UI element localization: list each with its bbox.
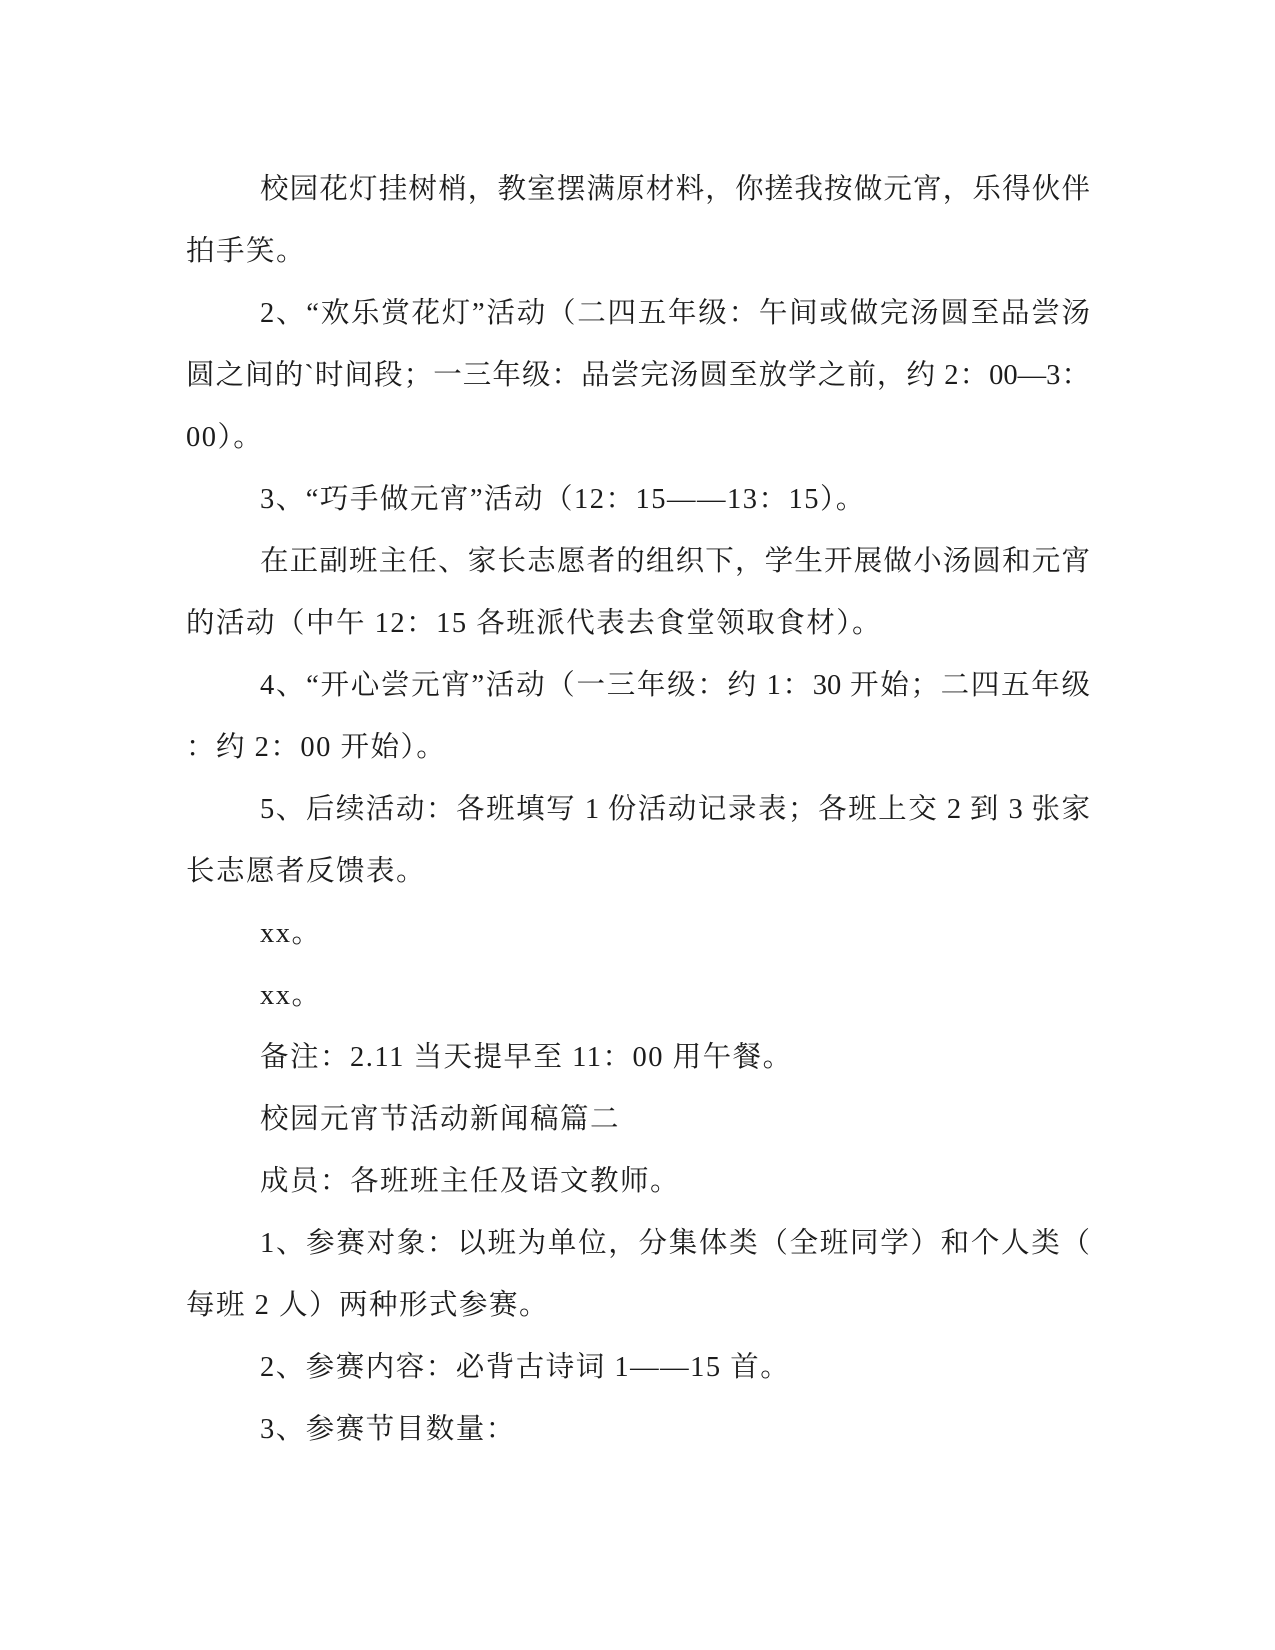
text-line: 校园元宵节活动新闻稿篇二 bbox=[260, 1104, 621, 1135]
paragraph bbox=[186, 1337, 1090, 1399]
paragraph bbox=[186, 1399, 1090, 1461]
paragraph bbox=[186, 903, 1090, 965]
paragraph bbox=[186, 1027, 1090, 1089]
text-line: ：约 2：00 开始）。 bbox=[186, 732, 447, 763]
text-line: 00）。 bbox=[186, 422, 264, 453]
text-line: 3、参赛节目数量： bbox=[260, 1414, 516, 1445]
text-line: xx。 bbox=[260, 980, 322, 1011]
text-line: 4、“开心尝元宵”活动（一三年级：约 1：30 开始；二四五年级 bbox=[260, 670, 1090, 701]
text-line: 每班 2 人）两种形式参赛。 bbox=[186, 1290, 550, 1321]
text-line: 2、“欢乐赏花灯”活动（二四五年级：午间或做完汤圆至品尝汤 bbox=[260, 298, 1090, 329]
paragraph bbox=[186, 469, 1090, 531]
text-line: 1、参赛对象：以班为单位，分集体类（全班同学）和个人类（ bbox=[260, 1228, 1090, 1259]
paragraph bbox=[186, 655, 1090, 779]
text-line: 5、后续活动：各班填写 1 份活动记录表；各班上交 2 到 3 张家 bbox=[260, 794, 1090, 825]
text-line: 的活动（中午 12：15 各班派代表去食堂领取食材）。 bbox=[186, 608, 883, 639]
text-line: 拍手笑。 bbox=[186, 236, 307, 267]
document-body bbox=[186, 159, 1090, 1461]
text-line: 3、“巧手做元宵”活动（12：15——13：15）。 bbox=[260, 484, 866, 515]
text-line: 长志愿者反馈表。 bbox=[186, 856, 427, 887]
paragraph bbox=[186, 965, 1090, 1027]
text-line: 校园花灯挂树梢，教室摆满原材料，你搓我按做元宵，乐得伙伴 bbox=[260, 174, 1090, 205]
paragraph bbox=[186, 1151, 1090, 1213]
paragraph bbox=[186, 283, 1090, 469]
paragraph bbox=[186, 1089, 1090, 1151]
paragraph bbox=[186, 159, 1090, 283]
text-line: 2、参赛内容：必背古诗词 1——15 首。 bbox=[260, 1352, 791, 1383]
text-line: 成员：各班班主任及语文教师。 bbox=[260, 1166, 681, 1197]
paragraph bbox=[186, 779, 1090, 903]
paragraph bbox=[186, 1213, 1090, 1337]
text-line: 备注：2.11 当天提早至 11：00 用午餐。 bbox=[260, 1042, 793, 1073]
text-line: 在正副班主任、家长志愿者的组织下，学生开展做小汤圆和元宵 bbox=[260, 546, 1090, 577]
paragraph bbox=[186, 531, 1090, 655]
text-line: 圆之间的`时间段；一三年级：品尝完汤圆至放学之前，约 2：00—3： bbox=[186, 360, 1090, 391]
text-line: xx。 bbox=[260, 918, 322, 949]
